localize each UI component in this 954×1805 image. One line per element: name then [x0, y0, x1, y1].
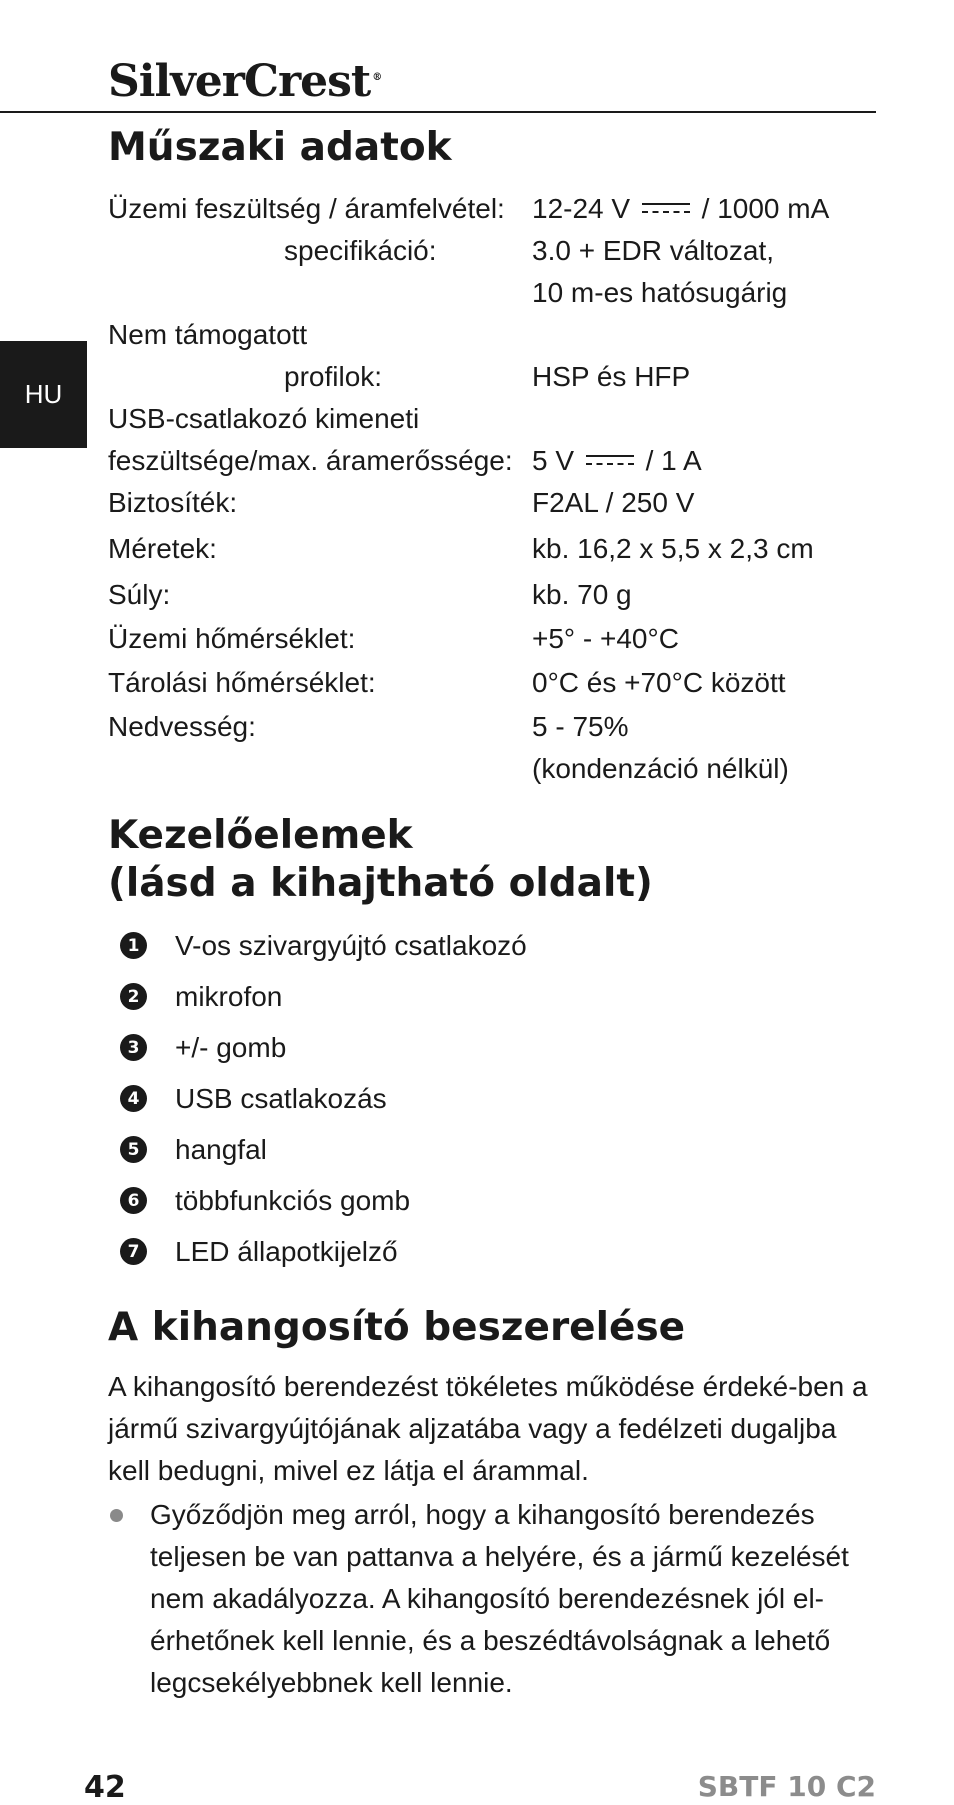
spec-value: +5° - +40°C: [532, 623, 679, 654]
control-label: LED állapotkijelző: [175, 1235, 398, 1267]
control-label: mikrofon: [175, 980, 283, 1012]
number-badge-icon: 1: [120, 932, 147, 959]
control-label: hangfal: [175, 1133, 267, 1165]
control-label: +/- gomb: [175, 1031, 287, 1063]
spec-label-cont: feszültsége/max. áramerőssége:: [108, 445, 513, 476]
header-rule: [0, 111, 876, 113]
spec-value: kb. 16,2 x 5,5 x 2,3 cm: [532, 533, 814, 564]
control-label: V-os szivargyújtó csatlakozó: [175, 929, 527, 961]
number-badge-icon: 6: [120, 1187, 147, 1214]
number-badge-icon: 5: [120, 1136, 147, 1163]
list-item: [120, 1124, 527, 1175]
spec-label-cont: profilok:: [284, 361, 383, 392]
list-item: [120, 1175, 527, 1226]
spec-label: specifikáció:: [284, 235, 437, 266]
page-number: 42: [84, 1770, 126, 1805]
controls-list: [120, 920, 527, 1277]
spec-value: 5 - 75% (kondenzáció nélkül): [532, 711, 789, 784]
dc-symbol-icon: [642, 203, 690, 219]
spec-label: Üzemi feszültség / áramfelvétel:: [108, 193, 505, 224]
number-badge-icon: 4: [120, 1085, 147, 1112]
bullet-icon: [110, 1509, 123, 1522]
spec-row: [108, 528, 868, 570]
dc-symbol-icon: [586, 455, 634, 471]
spec-row: [108, 314, 868, 398]
spec-value: F2AL / 250 V: [532, 487, 695, 518]
spec-value: HSP és HFP: [532, 361, 691, 392]
spec-label: USB-csatlakozó kimeneti: [108, 403, 420, 434]
list-item: [120, 1073, 527, 1124]
model-number: SBTF 10 C2: [697, 1770, 876, 1803]
number-badge-icon: 7: [120, 1238, 147, 1265]
spec-row: [108, 706, 868, 790]
spec-label: Tárolási hőmérséklet:: [108, 667, 376, 698]
spec-label: Méretek:: [108, 533, 217, 564]
spec-row: [108, 574, 868, 616]
number-badge-icon: 3: [120, 1034, 147, 1061]
spec-label: Biztosíték:: [108, 487, 238, 518]
list-item: [120, 920, 527, 971]
spec-label: Üzemi hőmérséklet:: [108, 623, 356, 654]
registered-mark: ®: [372, 72, 382, 84]
spec-label: Nedvesség:: [108, 711, 256, 742]
control-label: többfunkciós gomb: [175, 1184, 411, 1216]
list-item: [120, 1226, 527, 1277]
number-badge-icon: 2: [120, 983, 147, 1010]
control-label: USB csatlakozás: [175, 1082, 387, 1114]
spec-value: 0°C és +70°C között: [532, 667, 786, 698]
spec-label: Nem támogatott: [108, 319, 308, 350]
spec-value: 3.0 + EDR változat, 10 m-es hatósugárig: [532, 235, 788, 308]
spec-row: [108, 230, 868, 314]
brand-logo: SilverCrest ®: [108, 56, 382, 107]
controls-heading-line1: Kezelőelemek: [108, 813, 413, 858]
language-tab: HU: [0, 341, 87, 448]
spec-row: [108, 662, 868, 704]
bullet-text: Győződjön meg arról, hogy a kihangosító berendezés teljesen be van pattanva a helyére, és a jármű kezelését nem akadályozza. A kihangosító berendezésnek jól el-érhetőnek kell lennie, és a beszédtávolságnak a lehető legcsekélyebbnek kell lennie.: [150, 1499, 849, 1698]
install-paragraph: A kihangosító berendezést tökéletes működése érdeké-ben a jármű szivargyújtójának aljzatába vagy a fedélzeti dugaljba kell bedugni, mivel ez látja el árammal.: [108, 1371, 868, 1486]
specs-table: [108, 188, 868, 790]
install-heading: A kihangosító beszerelése: [108, 1305, 686, 1350]
list-item: [120, 1022, 527, 1073]
spec-value: 5 V / 1 A: [532, 445, 702, 476]
list-item: [120, 971, 527, 1022]
spec-row: [108, 188, 868, 230]
spec-value: 12-24 V / 1000 mA: [532, 193, 830, 224]
controls-heading-line2: (lásd a kihajtható oldalt): [108, 861, 653, 906]
spec-row: [108, 398, 868, 482]
install-bullet: [108, 1494, 868, 1704]
spec-value: kb. 70 g: [532, 579, 632, 610]
spec-row: [108, 482, 868, 524]
spec-label: Súly:: [108, 579, 171, 610]
spec-row: [108, 618, 868, 660]
specs-heading: Műszaki adatok: [108, 125, 452, 170]
